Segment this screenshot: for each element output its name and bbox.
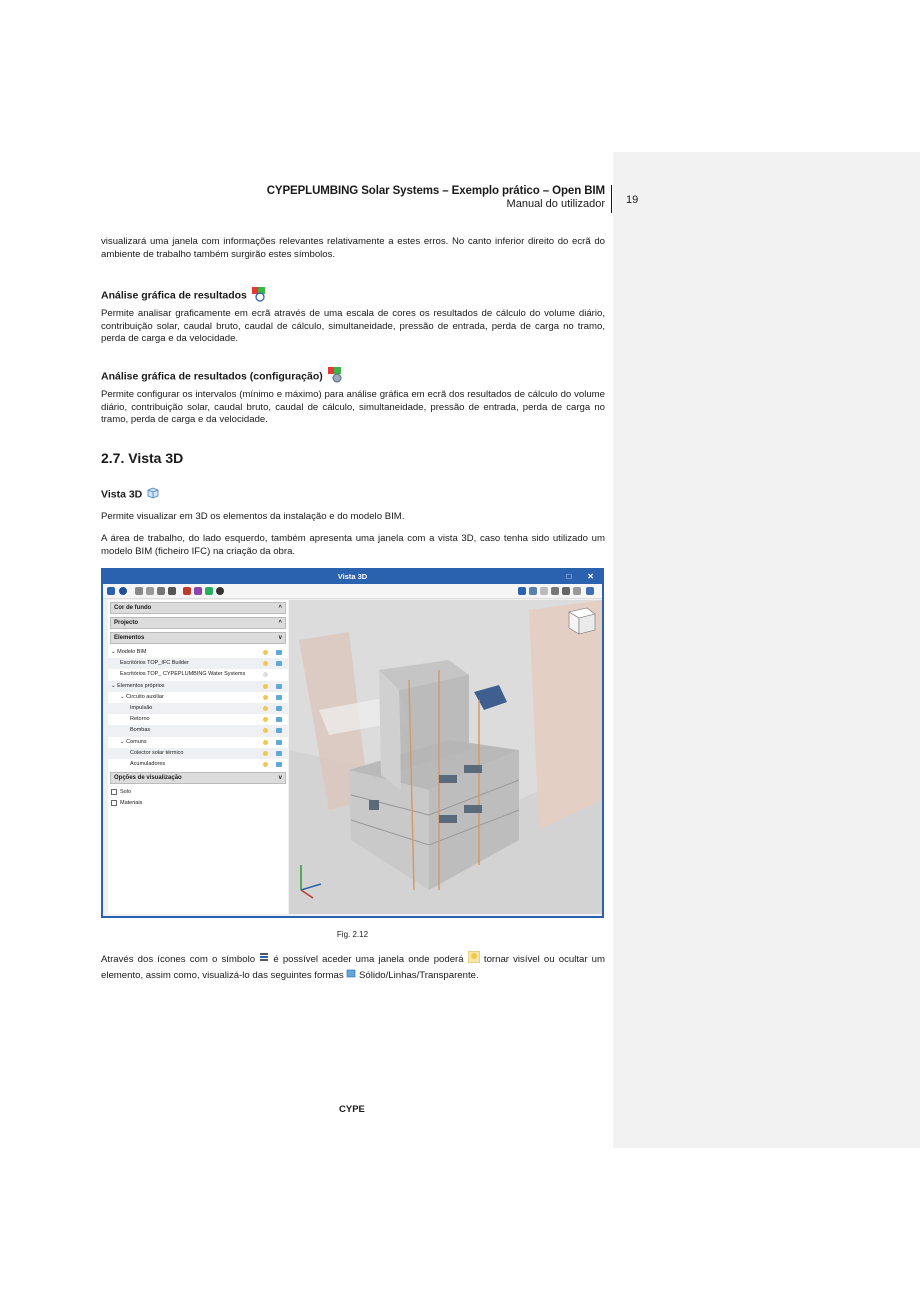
- tree-item[interactable]: [108, 725, 288, 736]
- cube-icon[interactable]: [276, 762, 282, 767]
- tree-item[interactable]: ⌄ Elementos próprios: [108, 681, 288, 692]
- tree-item-label: Modelo BIM: [117, 649, 147, 655]
- option-label: Materiais: [120, 800, 143, 807]
- view-icon[interactable]: [146, 587, 154, 595]
- section-heading-text: Análise gráfica de resultados: [101, 289, 247, 302]
- bulb-icon[interactable]: [263, 740, 268, 745]
- section-heading-text: Análise gráfica de resultados (configuração): [101, 370, 323, 383]
- bulb-icon[interactable]: [263, 695, 268, 700]
- grid-icon[interactable]: [194, 587, 202, 595]
- tree-item-label: Colector solar térmico: [130, 749, 184, 756]
- cube-icon[interactable]: [276, 650, 282, 655]
- window-toolbar: [103, 584, 602, 599]
- axis-icon[interactable]: [135, 587, 143, 595]
- header-title: CYPEPLUMBING Solar Systems – Exemplo prático – Open BIM: [266, 185, 605, 197]
- closing-text: Através dos ícones com o símbolo: [101, 953, 256, 965]
- tree-item-label: Retorno: [130, 716, 150, 723]
- window-titlebar: [103, 570, 602, 584]
- footer-brand: CYPE: [339, 1104, 365, 1115]
- tree-item[interactable]: [108, 714, 288, 725]
- cube-navigator[interactable]: [569, 608, 595, 634]
- 3d-building-render: [289, 600, 602, 914]
- vista3d-p2: A área de trabalho, do lado esquerdo, também apresenta uma janela com a vista 3D, caso tenha sido utilizado um modelo BIM (ficheiro IFC) na criação da obra.: [101, 533, 605, 557]
- bulb-icon[interactable]: [263, 684, 268, 689]
- maximize-button[interactable]: □: [566, 572, 572, 581]
- section-cor-de-fundo[interactable]: [110, 602, 286, 614]
- bulb-icon[interactable]: [263, 661, 268, 666]
- zoom-icon[interactable]: [562, 587, 570, 595]
- 3d-viewport[interactable]: [289, 600, 602, 914]
- tree-item-label: Bombas: [130, 727, 151, 734]
- closing-text: Sólido/Linhas/Transparente.: [358, 969, 479, 981]
- cube-icon[interactable]: [276, 740, 282, 745]
- section-body-graph: Permite analisar graficamente em ecrã através de uma escala de cores os resultados de cálculo do volume diário, contribuição solar, caudal bruto, caudal de cálculo, simultaneidade, pressão de entrada, perda de carga no tramo, perda de carga e da velocidade.: [101, 308, 605, 344]
- section-label: Elementos: [114, 635, 145, 641]
- bulb-icon[interactable]: [263, 672, 268, 677]
- checkbox[interactable]: [111, 789, 117, 795]
- section-icon[interactable]: [183, 587, 191, 595]
- page-number: 19: [626, 194, 639, 206]
- cube-icon[interactable]: [276, 751, 282, 756]
- cube-icon[interactable]: [276, 717, 282, 722]
- graph-results-icon: [250, 285, 268, 306]
- chevron-up-icon: ^: [278, 605, 282, 611]
- bulb-icon[interactable]: [263, 728, 268, 733]
- section-heading-config: [101, 366, 344, 387]
- vista3d-heading-text: Vista 3D: [101, 488, 143, 501]
- tree-item[interactable]: [108, 669, 288, 680]
- hand-icon[interactable]: [573, 587, 581, 595]
- tree-item-label: Escritórios TOP_ CYPEPLUMBING Water Systems: [120, 671, 246, 678]
- running-header: [267, 185, 605, 210]
- intro-paragraph: visualizará uma janela com informações relevantes relativamente a estes erros. No canto inferior direito do ecrã do ambiente de trabalho também surgirão estes símbolos.: [101, 236, 605, 260]
- tree-item[interactable]: ⌄ Comuns: [108, 737, 288, 748]
- bulb-icon[interactable]: [263, 717, 268, 722]
- tree-item-label: Comuns: [126, 738, 147, 745]
- info-icon[interactable]: [119, 587, 127, 595]
- chevron-down-icon: v: [278, 635, 282, 641]
- tree-item[interactable]: [108, 703, 288, 714]
- cube-3d-icon: [145, 486, 161, 503]
- fit-icon[interactable]: [586, 587, 594, 595]
- cube-icon[interactable]: [276, 695, 282, 700]
- tree-item-label: Impulsão: [130, 704, 153, 711]
- header-subtitle: Manual do utilizador: [506, 198, 605, 210]
- export-icon[interactable]: [205, 587, 213, 595]
- tree-item[interactable]: [108, 748, 288, 759]
- chevron-down-icon: v: [278, 775, 282, 782]
- bulb-icon[interactable]: [263, 762, 268, 767]
- elements-panel: [108, 600, 288, 914]
- vista3d-window: [101, 568, 604, 918]
- figure-caption: Fig. 2.12: [336, 930, 369, 939]
- tree-item[interactable]: [108, 658, 288, 669]
- section-projecto[interactable]: [110, 617, 286, 629]
- chapter-heading: 2.7. Vista 3D: [101, 450, 184, 466]
- closing-text: é possível aceder uma janela onde poderá: [273, 953, 464, 965]
- zoom-extents-icon[interactable]: [540, 587, 548, 595]
- tree-item[interactable]: ⌄ Circuito auxiliar: [108, 692, 288, 703]
- graph-config-icon: [326, 366, 344, 387]
- tree-item-label: Circuito auxiliar: [126, 693, 164, 700]
- orbit-icon[interactable]: [518, 587, 526, 595]
- closing-text: tornar visível ou ocultar um elemento, assim como, visualizá-lo das seguintes formas: [101, 953, 606, 981]
- bulb-icon[interactable]: [263, 650, 268, 655]
- cube-icon[interactable]: [276, 661, 282, 666]
- cube-icon[interactable]: [276, 728, 282, 733]
- cube-icon[interactable]: [276, 706, 282, 711]
- tree-item-label: Acumuladores: [130, 760, 166, 767]
- section-opcoes-visualizacao[interactable]: [110, 772, 286, 784]
- vista3d-heading: [101, 486, 161, 503]
- window-title: Vista 3D: [337, 572, 368, 581]
- close-button[interactable]: ✕: [587, 572, 594, 581]
- chevron-up-icon: ^: [278, 620, 282, 626]
- header-divider: [611, 185, 612, 213]
- layers-icon[interactable]: [157, 587, 165, 595]
- render-icon[interactable]: [168, 587, 176, 595]
- eye-icon[interactable]: [216, 587, 224, 595]
- closing-paragraph: [101, 951, 605, 982]
- checkbox[interactable]: [111, 800, 117, 806]
- pan-icon[interactable]: [551, 587, 559, 595]
- tree-item-label: Elementos próprios: [117, 682, 165, 689]
- option-solo[interactable]: [108, 787, 288, 798]
- vista3d-p1: Permite visualizar em 3D os elementos da instalação e do modelo BIM.: [101, 511, 405, 522]
- tree-item[interactable]: ⌄ Modelo BIM: [108, 647, 288, 658]
- zoom-window-icon[interactable]: [529, 587, 537, 595]
- bulb-icon[interactable]: [263, 706, 268, 711]
- tree-item[interactable]: [108, 759, 288, 770]
- section-elementos[interactable]: [110, 632, 286, 644]
- save-view-icon[interactable]: [107, 587, 115, 595]
- option-materiais[interactable]: [108, 798, 288, 809]
- cube-icon: [346, 968, 356, 983]
- bulb-icon[interactable]: [263, 751, 268, 756]
- cube-icon[interactable]: [276, 684, 282, 689]
- tree-item-label: Escritórios TOP_IFC Builder: [120, 660, 189, 667]
- section-label: Opções de visualização: [114, 775, 182, 782]
- section-body-config: Permite configurar os intervalos (mínimo e máximo) para análise gráfica em ecrã dos resultados de cálculo do volume diário, contribuição solar, caudal bruto, caudal de cálculo, simultaneidade, pressão de entrada, perda de carga no tramo, perda de carga e da velocidade.: [101, 389, 605, 425]
- option-label: Solo: [120, 789, 132, 796]
- layers-icon: [259, 952, 269, 967]
- section-label: Projecto: [114, 620, 139, 626]
- section-label: Cor de fundo: [114, 605, 152, 611]
- bulb-icon: [468, 951, 480, 968]
- section-heading-graph: [101, 285, 268, 306]
- comment-margin: [613, 152, 920, 1148]
